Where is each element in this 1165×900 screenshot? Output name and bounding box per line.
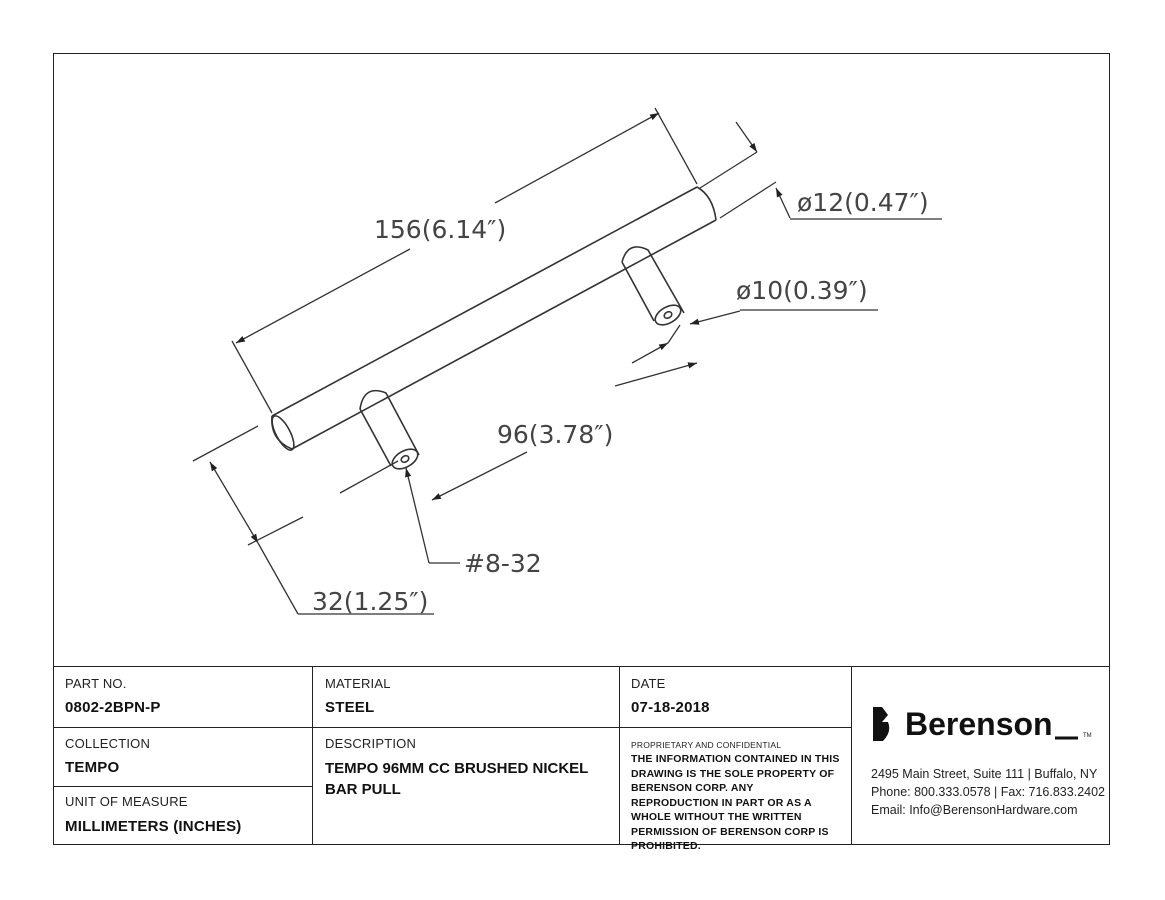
trademark-mark: TM	[1083, 733, 1092, 739]
date-label: DATE	[631, 676, 666, 691]
company-address: 2495 Main Street, Suite 111 | Buffalo, NY	[871, 767, 1098, 781]
dim-center-to-center: 96(3.78″)	[497, 420, 614, 449]
proprietary-heading: PROPRIETARY AND CONFIDENTIAL	[631, 740, 782, 750]
part-no-value: 0802-2BPN-P	[65, 699, 161, 716]
date-value: 07-18-2018	[631, 699, 710, 716]
company-name: Berenson	[905, 706, 1053, 742]
collection-value: TEMPO	[65, 759, 120, 776]
dim-overall-length: 156(6.14″)	[374, 215, 507, 244]
material-value: STEEL	[325, 699, 375, 716]
logo-mark-icon	[871, 705, 1101, 745]
unit-value: MILLIMETERS (INCHES)	[65, 818, 242, 835]
company-email: Email: Info@BerensonHardware.com	[871, 803, 1078, 817]
company-contact	[871, 765, 1111, 819]
company-phone: Phone: 800.333.0578 | Fax: 716.833.2402	[871, 785, 1105, 799]
part-no-label: PART NO.	[65, 676, 127, 691]
dim-post-diameter: ø10(0.39″)	[736, 276, 868, 305]
material-label: MATERIAL	[325, 676, 391, 691]
title-block	[53, 666, 1110, 852]
dim-projection: 32(1.25″)	[312, 587, 429, 616]
unit-label: UNIT OF MEASURE	[65, 794, 188, 809]
description-label: DESCRIPTION	[325, 736, 417, 751]
dim-thread: #8-32	[464, 549, 542, 578]
berenson-logo	[871, 705, 1101, 750]
description-value: TEMPO 96MM CC BRUSHED NICKEL BAR PULL	[325, 760, 589, 798]
collection-label: COLLECTION	[65, 736, 151, 751]
dim-bar-diameter: ø12(0.47″)	[797, 188, 929, 217]
dimension-lines	[193, 108, 942, 614]
proprietary-text: THE INFORMATION CONTAINED IN THIS DRAWING IS THE SOLE PROPERTY OF BERENSON CORP. ANY REPRODUCTION IN PART OR AS A WHOLE WITHOUT THE WRITTEN PERMISSION OF BERENSON CORP IS PROHIBITED.	[631, 753, 840, 852]
